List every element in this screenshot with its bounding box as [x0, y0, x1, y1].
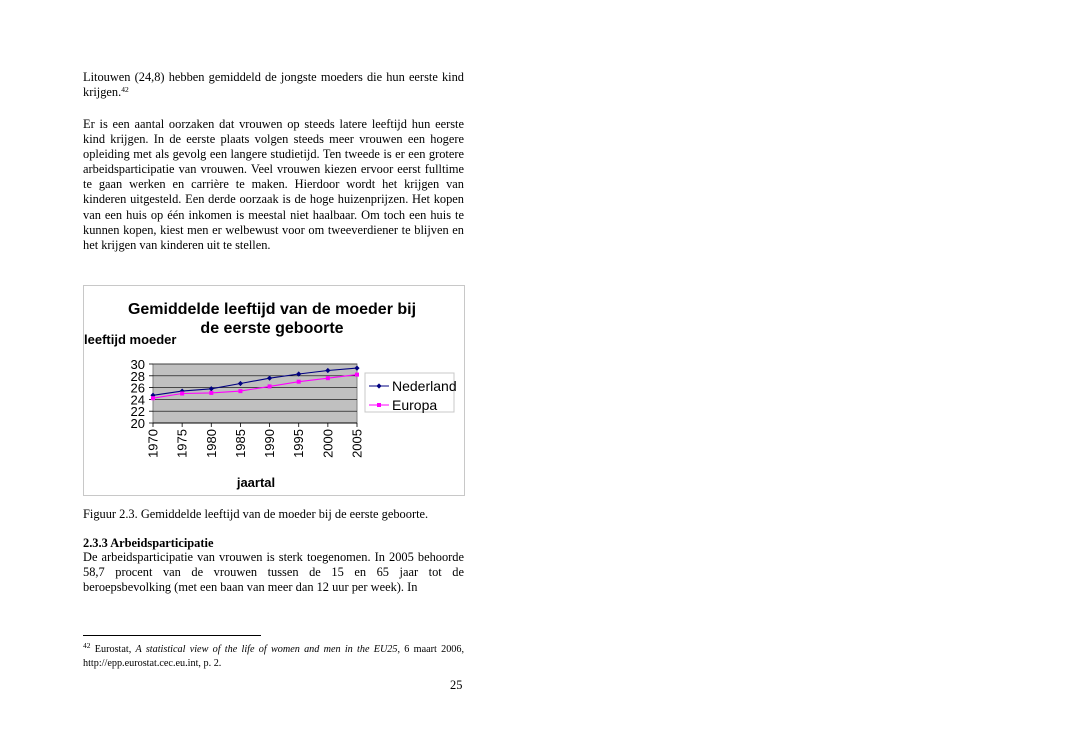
x-tick-label: 2000 [320, 429, 336, 458]
y-tick-label: 30 [130, 357, 145, 372]
footnote-reference: 42 [121, 85, 129, 95]
section-heading: 2.3.3 Arbeidsparticipatie [83, 536, 214, 550]
footnote-title: A statistical view of the life of women and men in the EU25 [135, 644, 398, 655]
intro-text: Litouwen (24,8) hebben gemiddeld de jongste moeders die hun eerste kind krijgen. [83, 70, 464, 100]
y-tick-label: 26 [130, 380, 145, 396]
x-tick-label: 1980 [203, 429, 219, 458]
y-tick-label: 24 [130, 392, 145, 408]
chart-title-line-2: de eerste geboorte [200, 320, 344, 337]
data-point [209, 391, 213, 395]
legend-swatch-marker [377, 403, 381, 407]
chart-svg [84, 286, 464, 495]
y-tick-label: 28 [130, 368, 145, 384]
x-tick-label: 1990 [262, 429, 278, 458]
data-point [268, 384, 272, 388]
participation-paragraph: De arbeidsparticipatie van vrouwen is sterk toegenomen. In 2005 behoorde 58,7 procent van de vrouwen tussen de 15 en 65 jaar tot de beroepsbevolking (met een baan van meer dan 12 uur per week). In [83, 550, 464, 595]
data-point [180, 392, 184, 396]
causes-paragraph: Er is een aantal oorzaken dat vrouwen op steeds latere leeftijd hun eerste kind krijgen. In de eerste plaats volgen steeds meer vrouwen een hogere opleiding met als gevolg een langere studietijd. Ten tweede is er een grotere arbeidsparticipatie van vrouwen. Veel vrouwen kiezen ervoor eerst fulltime te gaan werken en carrière te maken. Hierdoor wordt het krijgen van kinderen uitgesteld. Een derde oorzaak is de hoge huizenprijzen. Het kopen van een huis op één inkomen is meestal niet haalbaar. Om toch een huis te kunnen kopen, kiest men er welbewust voor om tweeverdiener te blijven en het krijgen van kinderen uit te stellen. [83, 117, 464, 252]
data-point [151, 396, 155, 400]
footnote-number: 42 [83, 641, 91, 650]
x-tick-label: 1995 [291, 429, 307, 458]
x-tick-label: 1970 [145, 429, 161, 458]
data-point [238, 389, 242, 393]
legend-label: Nederland [392, 378, 457, 394]
y-tick-label: 20 [130, 416, 145, 431]
figure-caption: Figuur 2.3. Gemiddelde leeftijd van de moeder bij de eerste geboorte. [83, 507, 429, 521]
footnote-source: Eurostat, [94, 644, 132, 655]
x-tick-label: 1975 [174, 429, 190, 458]
legend-label: Europa [392, 397, 438, 413]
chart-title-line-1: Gemiddelde leeftijd van de moeder bij [127, 301, 417, 318]
footnote-rest: , 6 maart 2006, http://epp.eurostat.cec.eu.int, p. 2. [83, 644, 465, 669]
chart-x-axis-label: jaartal [236, 475, 276, 490]
footnote-divider [83, 635, 261, 636]
chart-y-axis-label: leeftijd moeder [84, 332, 177, 347]
data-point [355, 373, 359, 377]
x-tick-label: 2005 [349, 429, 365, 458]
data-point [297, 380, 301, 384]
intro-paragraph [83, 70, 464, 100]
footnote [83, 643, 464, 671]
figure-chart [83, 285, 465, 496]
page-number: 25 [450, 678, 463, 692]
y-tick-label: 22 [130, 404, 145, 420]
x-tick-label: 1985 [232, 429, 248, 458]
data-point [326, 376, 330, 380]
